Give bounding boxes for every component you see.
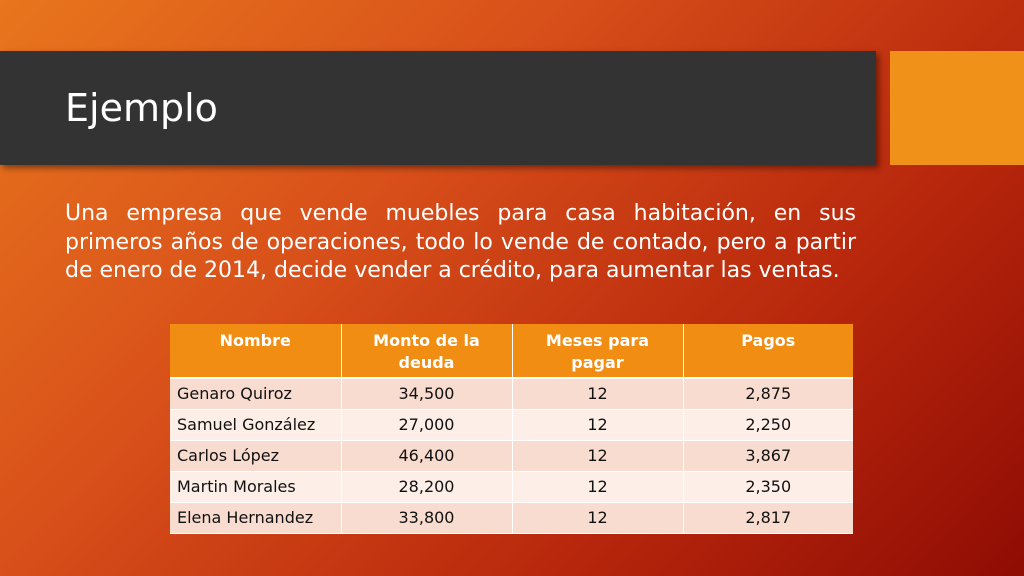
cell-meses: 12	[512, 471, 683, 502]
cell-monto: 46,400	[341, 440, 512, 471]
table-row	[170, 502, 853, 533]
cell-pagos: 2,875	[683, 378, 853, 409]
body-paragraph: Una empresa que vende muebles para casa habitación, en sus primeros años de operaciones, todo lo vende de contado, pero a partir de enero de 2014, decide vender a crédito, para aumentar las ventas.	[65, 201, 856, 283]
cell-monto: 28,200	[341, 471, 512, 502]
cell-meses: 12	[512, 409, 683, 440]
table-row	[170, 378, 853, 409]
cell-monto: 33,800	[341, 502, 512, 533]
debt-table	[170, 324, 853, 534]
cell-nombre: Carlos López	[170, 440, 341, 471]
slide-title: Ejemplo	[65, 86, 218, 130]
header-pagos: Pagos	[683, 324, 853, 378]
cell-meses: 12	[512, 502, 683, 533]
cell-pagos: 3,867	[683, 440, 853, 471]
cell-meses: 12	[512, 440, 683, 471]
accent-square	[890, 51, 1024, 165]
cell-pagos: 2,350	[683, 471, 853, 502]
table-row	[170, 440, 853, 471]
table-row	[170, 471, 853, 502]
header-nombre: Nombre	[170, 324, 341, 378]
cell-nombre: Samuel González	[170, 409, 341, 440]
header-meses: Meses para pagar	[512, 324, 683, 378]
table-row	[170, 409, 853, 440]
cell-nombre: Elena Hernandez	[170, 502, 341, 533]
table-header-row	[170, 324, 853, 378]
cell-pagos: 2,250	[683, 409, 853, 440]
header-monto: Monto de la deuda	[341, 324, 512, 378]
cell-meses: 12	[512, 378, 683, 409]
cell-pagos: 2,817	[683, 502, 853, 533]
cell-monto: 27,000	[341, 409, 512, 440]
cell-nombre: Genaro Quiroz	[170, 378, 341, 409]
cell-monto: 34,500	[341, 378, 512, 409]
cell-nombre: Martin Morales	[170, 471, 341, 502]
